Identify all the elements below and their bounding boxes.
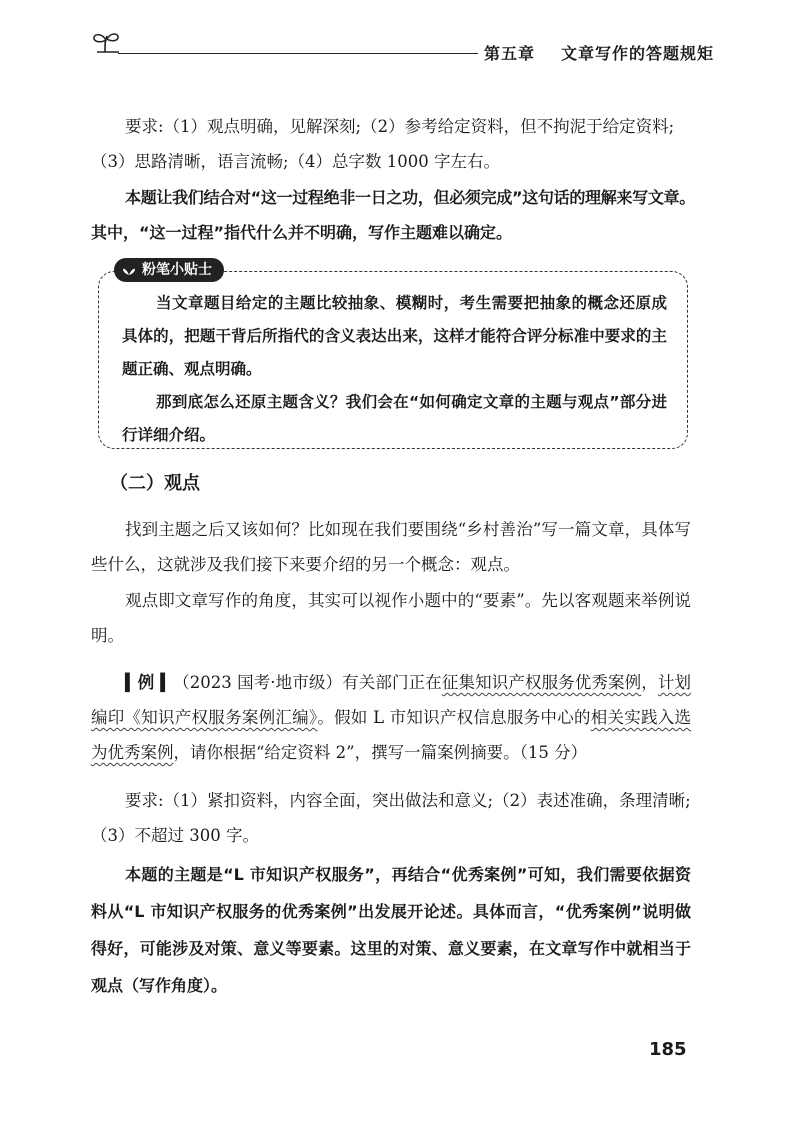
tip-paragraph-1 bbox=[122, 287, 667, 386]
header-rule bbox=[118, 53, 478, 54]
analysis-paragraph bbox=[91, 180, 695, 250]
section-para-2-text: 观点即文章写作的角度，其实可以视作小题中的“要素”。先以客观题来举例说明。 bbox=[91, 591, 691, 645]
sprout-icon bbox=[91, 30, 121, 54]
section-title: （二）观点 bbox=[110, 473, 200, 494]
example-requirement-line-1: 要求:（1）紧扣资料，内容全面，突出做法和意义;（2）表述准确，条理清晰; bbox=[125, 791, 691, 810]
tip-label-badge bbox=[114, 258, 224, 282]
tip-para-2-text: 那到底怎么还原主题含义？我们会在“如何确定文章的主题与观点”部分进行详细介绍。 bbox=[122, 393, 667, 444]
analysis-line-1: 本题让我们结合对“这一过程绝非一日之功，但必须完成”这句话的理解来写文章。 bbox=[125, 188, 695, 207]
section-para-1-text: 找到主题之后又该如何？比如现在我们要围绕“乡村善治”写一篇文章，具体写些什么，这就涉及我们接下来要介绍的另一个概念：观点。 bbox=[91, 520, 691, 574]
example-underline-2: 计划编印《知识产权服务案例汇编》 bbox=[91, 673, 692, 727]
chapter-label: 第五章 bbox=[484, 44, 536, 63]
example-text-part: 。假如 L 市知识产权信息服务中心的 bbox=[317, 708, 591, 727]
example-underline-3: 相关实践入选为优秀案例 bbox=[91, 708, 692, 762]
section-paragraph-2 bbox=[91, 583, 691, 653]
tip-paragraph-2 bbox=[122, 386, 667, 452]
analysis-line-2: 其中，“这一过程”指代什么并不明确，写作主题难以确定。 bbox=[91, 223, 513, 242]
requirement-line-1: 要求:（1）观点明确，见解深刻;（2）参考给定资料，但不拘泥于给定资料; bbox=[125, 117, 675, 136]
requirement-line-2: （3）思路清晰，语言流畅;（4）总字数 1000 字左右。 bbox=[91, 152, 501, 171]
example-underline-1: 征集知识产权服务优秀案例 bbox=[441, 673, 642, 692]
example-requirement-line-2: （3）不超过 300 字。 bbox=[91, 826, 259, 845]
example-label: ▍例 ▍ bbox=[125, 673, 173, 692]
example-text-part: ，请你根据“给定资料 2”，撰写一篇案例摘要。（15 分） bbox=[173, 743, 588, 762]
page-number: 185 bbox=[649, 1039, 687, 1060]
example-text-part: （2023 国考·地市级）有关部门正在 bbox=[172, 673, 442, 692]
chapter-title: 文章写作的答题规矩 bbox=[561, 44, 715, 63]
example-paragraph bbox=[91, 665, 691, 770]
running-header bbox=[484, 41, 714, 64]
tip-label: 粉笔小贴士 bbox=[142, 262, 212, 278]
requirement-block bbox=[91, 109, 691, 179]
example-analysis-text: 本题的主题是“L 市知识产权服务”，再结合“优秀案例”可知，我们需要依据资料从“L 市知识产权服务的优秀案例”出发展开论述。具体而言，“优秀案例”说明做得好，可能涉及对策、意义等要素。这里的对策、意义要素，在文章写作中就相当于观点（写作角度）。 bbox=[91, 865, 691, 995]
tip-para-1-text: 当文章题目给定的主题比较抽象、模糊时，考生需要把抽象的概念还原成具体的，把题干背后所指代的含义表达出来，这样才能符合评分标准中要求的主题正确、观点明确。 bbox=[122, 294, 667, 378]
example-analysis bbox=[91, 856, 691, 1004]
example-text bbox=[91, 665, 691, 770]
example-requirement-block bbox=[91, 783, 691, 853]
example-text-part: ， bbox=[641, 673, 658, 692]
section-paragraph-1 bbox=[91, 512, 691, 582]
leaf-icon bbox=[122, 264, 136, 276]
